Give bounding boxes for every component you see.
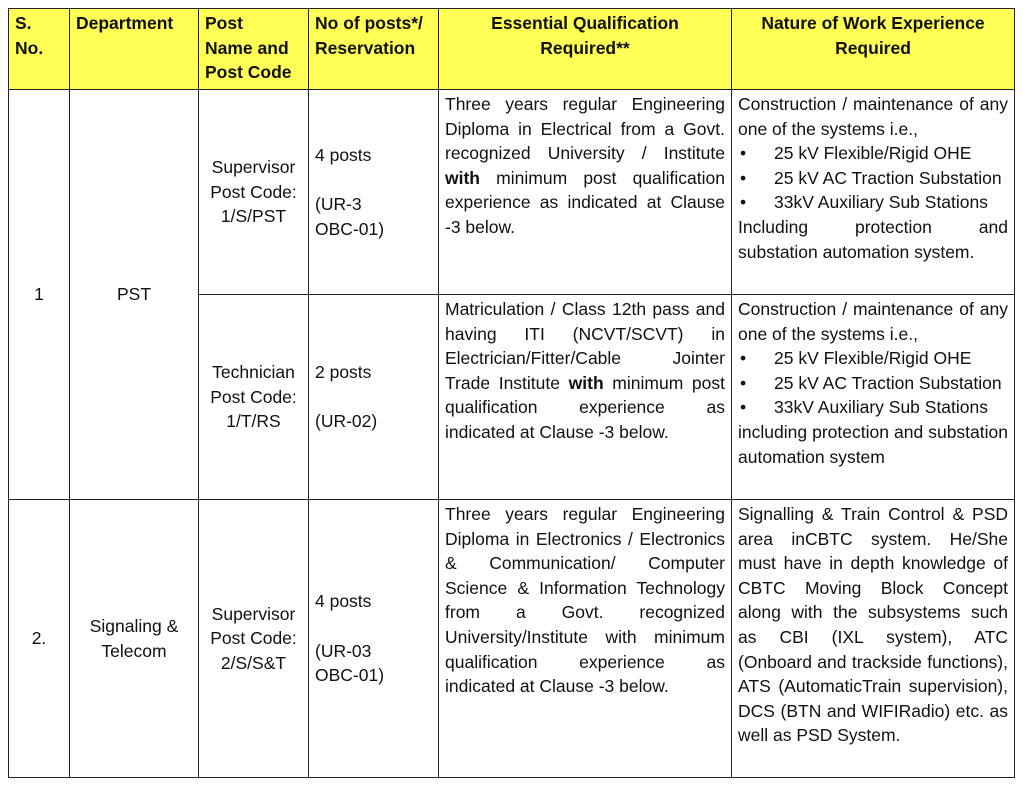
reservation-line2: OBC-01) [315, 665, 385, 686]
list-item: • 25 kV AC Traction Substation [738, 371, 1008, 396]
qualification-text: Matriculation / Class 12th pass and having ITI (NCVT/SCVT) in Electrician/Fitter/Cable Jointer Trade Institute [445, 299, 725, 393]
qualification-text-end: minimum post qualification experience as indicated at Clause -3 below. [445, 167, 725, 237]
post-name-cell [199, 500, 309, 778]
table-row [9, 90, 1015, 295]
experience-tail: including protection and substation automation system [738, 421, 1008, 467]
post-code-label: Post Code: [210, 181, 297, 202]
header-essential-qualification [439, 9, 732, 90]
qualification-cell [439, 295, 732, 500]
post-title: Supervisor [211, 603, 296, 624]
header-sno: S. No. [9, 9, 70, 90]
header-work-experience [732, 9, 1015, 90]
experience-intro: Construction / maintenance of any one of the systems i.e., [738, 94, 1008, 139]
post-name-cell [199, 295, 309, 500]
table-row [9, 500, 1015, 778]
department-cell: PST [70, 90, 199, 500]
qualification-cell: Three years regular Engineering Diploma in Electronics / Electronics & Communication/ Computer Science & Information Technology from a Govt. recognized University/Institute with minimum qualification experience as indicated at Clause -3 below. [439, 500, 732, 778]
department-line1: Signaling & [89, 615, 179, 636]
list-item: • 33kV Auxiliary Sub Stations [738, 190, 1008, 215]
list-item: • 25 kV AC Traction Substation [738, 166, 1008, 191]
experience-cell [732, 295, 1015, 500]
header-no-of-posts [309, 9, 439, 90]
header-essential-line2: Required** [540, 37, 630, 58]
posts-count: 4 posts [315, 144, 372, 165]
post-name-cell [199, 90, 309, 295]
post-code-label: Post Code: [210, 386, 297, 407]
qualification-emphasis: with [445, 167, 480, 188]
department-line2: Telecom [101, 640, 167, 661]
header-row [9, 9, 1015, 90]
qualification-emphasis: with [568, 372, 604, 393]
posts-cell [309, 295, 439, 500]
post-code-label: Post Code: [210, 628, 297, 649]
post-code: 1/T/RS [226, 411, 281, 432]
experience-cell: Signalling & Train Control & PSD area inCBTC system. He/She must have in depth knowledge of CBTC Moving Block Concept along with the subsystems such as CBI (IXL system), ATC (Onboard and trackside functions), ATS (AutomaticTrain supervision), DCS (BTN and WIFIRadio) etc. as well as PSD System. [732, 500, 1015, 778]
reservation-line1: (UR-3 [315, 194, 362, 214]
list-item: • 25 kV Flexible/Rigid OHE [738, 141, 1008, 166]
experience-tail: Including protection and substation automation system. [738, 216, 1008, 262]
header-essential-line1: Essential Qualification [491, 13, 679, 33]
post-title: Technician [212, 362, 295, 383]
reservation-line2: OBC-01) [315, 218, 385, 239]
post-title: Supervisor [211, 157, 296, 178]
header-no-of-posts-line1: No of posts*/ [315, 13, 423, 33]
systems-list [738, 346, 1008, 420]
department-cell [70, 500, 199, 778]
header-experience-line1: Nature of Work Experience [761, 13, 985, 33]
reservation-line1: (UR-03 [315, 640, 372, 661]
posts-count: 4 posts [315, 591, 372, 612]
list-item: • 33kV Auxiliary Sub Stations [738, 395, 1008, 420]
experience-intro: Construction / maintenance of any one of the systems i.e., [738, 299, 1008, 344]
header-no-of-posts-line2: Reservation [315, 37, 416, 58]
recruitment-table [8, 8, 1015, 778]
systems-list [738, 141, 1008, 215]
qualification-cell [439, 90, 732, 295]
header-post-name-line2: Name and [205, 37, 289, 58]
sno-cell: 1 [9, 90, 70, 500]
header-post-name-line1: Post [205, 13, 243, 33]
posts-cell [309, 90, 439, 295]
header-post-name [199, 9, 309, 90]
qualification-text: Three years regular Engineering Diploma in Electrical from a Govt. recognized University / Institute [445, 94, 725, 164]
list-item: • 25 kV Flexible/Rigid OHE [738, 346, 1008, 371]
header-experience-line2: Required [835, 37, 911, 58]
sno-cell: 2. [9, 500, 70, 778]
posts-cell [309, 500, 439, 778]
experience-cell [732, 90, 1015, 295]
post-code: 2/S/S&T [220, 652, 287, 673]
header-post-name-line3: Post Code [205, 62, 292, 83]
posts-count: 2 posts [315, 362, 372, 383]
post-code: 1/S/PST [220, 206, 287, 227]
reservation-line1: (UR-02) [315, 411, 378, 432]
qualification-text-end: minimum post qualification experience as indicated at Clause -3 below. [445, 372, 726, 442]
header-department: Department [70, 9, 199, 90]
